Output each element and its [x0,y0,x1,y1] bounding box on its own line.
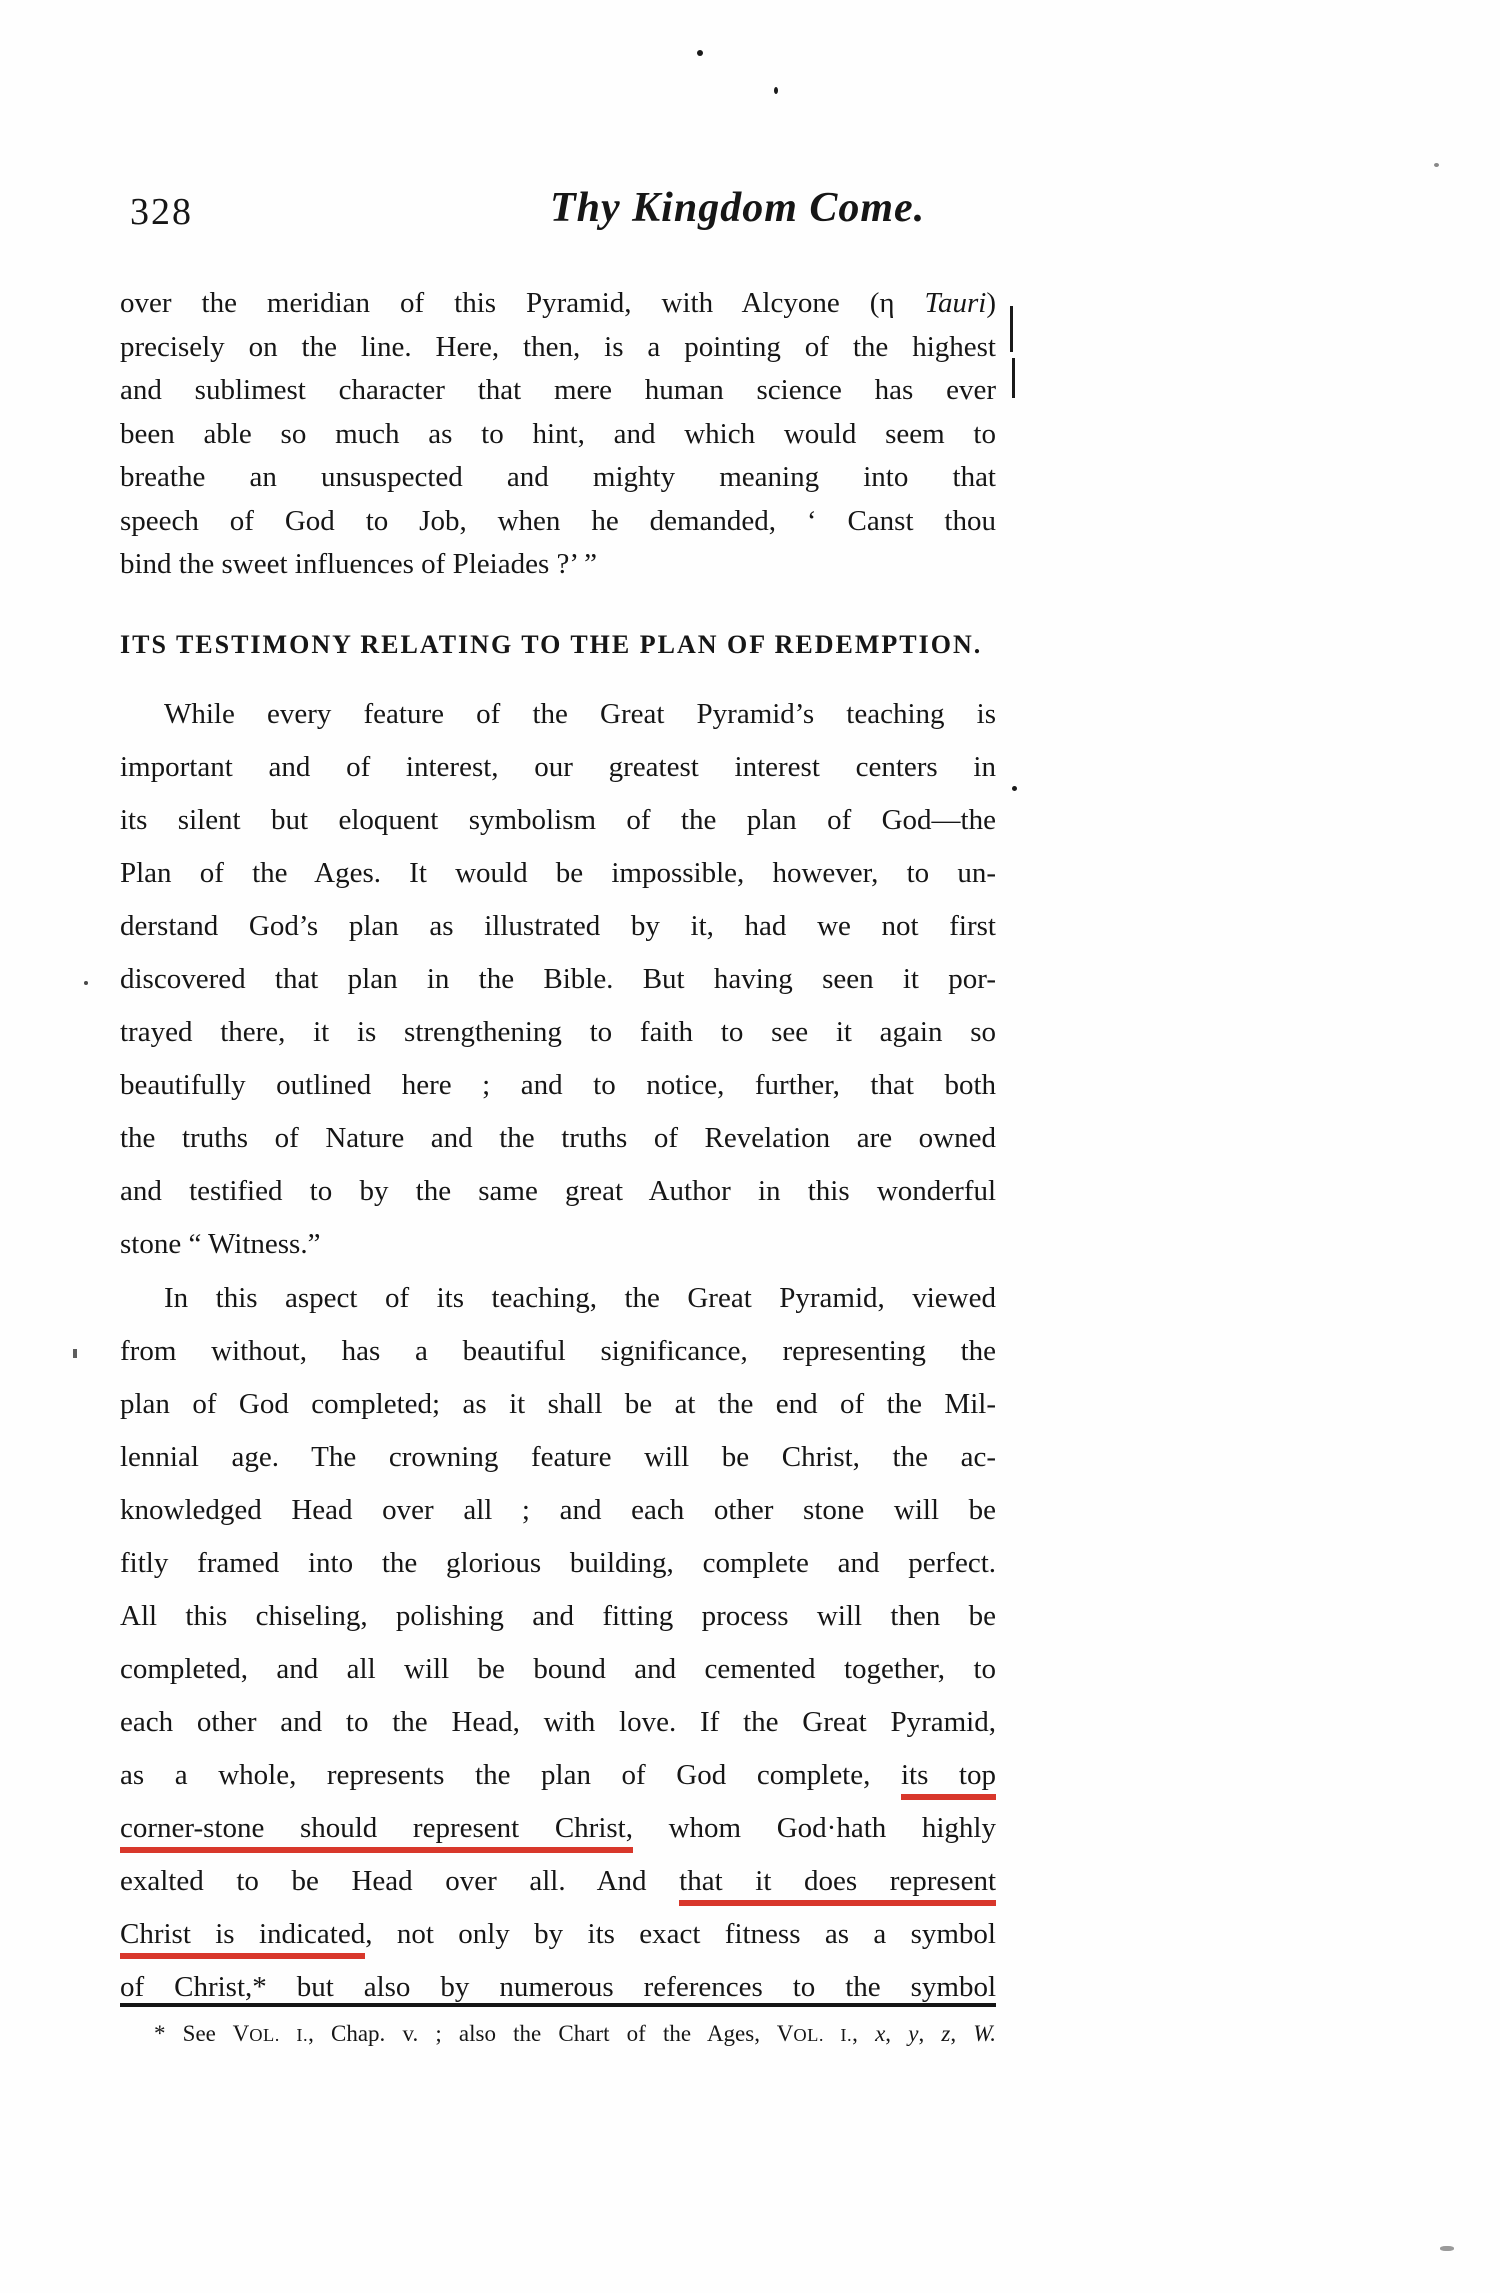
text-line: completed, and all will be bound and cemented together, to [120,1653,996,1685]
text-line: While every feature of the Great Pyramid’s teaching is [164,698,996,730]
text-line: All this chiseling, polishing and fitting process will then be [120,1600,996,1632]
paragraph-continuation [120,282,996,587]
text-line: speech of God to Job, when he demanded, ‘ Canst thou [120,504,996,537]
text-line: derstand God’s plan as illustrated by it, had we not first [120,910,996,942]
text-line: fitly framed into the glorious building, complete and perfect. [120,1547,996,1579]
text-line: Christ is indicated, not only by its exact fitness as a symbol [120,1908,996,1961]
text-line: exalted to be Head over all. And that it does represent [120,1855,996,1908]
scan-artifact [1434,163,1439,167]
paragraph-in-this-aspect [120,1272,996,2014]
text-line: discovered that plan in the Bible. But having seen it por- [120,963,996,995]
scan-artifact [73,1349,77,1358]
text-line: lennial age. The crowning feature will be Christ, the ac- [120,1441,996,1473]
scan-artifact [84,981,88,985]
paragraph-while-every-feature [120,688,996,1271]
scan-artifact [1012,358,1015,398]
text-line: trayed there, it is strengthening to faith to see it again so [120,1016,996,1048]
text-line: stone “ Witness.” [120,1228,321,1260]
scan-artifact [1440,2246,1454,2251]
text-line: plan of God completed; as it shall be at the end of the Mil- [120,1388,996,1420]
running-title: Thy Kingdom Come. [550,185,926,231]
text-line: corner-stone should represent Christ, whom God·hath highly [120,1802,996,1855]
text-line: been able so much as to hint, and which would seem to [120,417,996,450]
text-line: as a whole, represents the plan of God complete, its top [120,1749,996,1802]
text-line: over the meridian of this Pyramid, with Alcyone (η Tauri) [120,287,996,319]
text-line: bind the sweet influences of Pleiades ?’ ” [120,548,597,580]
text-line: from without, has a beautiful significance, representing the [120,1335,996,1367]
text-line: and sublimest character that mere human science has ever [120,374,996,406]
text-line: its silent but eloquent symbolism of the plan of God—the [120,804,996,836]
text-line: breathe an unsuspected and mighty meaning into that [120,461,996,493]
text-line: the truths of Nature and the truths of Revelation are owned [120,1122,996,1154]
scan-artifact [774,87,778,94]
page-number: 328 [130,191,193,233]
footnote: * See VOL. I., Chap. v. ; also the Chart of the Ages, VOL. I., x, y, z, W. [154,2021,997,2046]
text-line: important and of interest, our greatest interest centers in [120,751,996,783]
scan-artifact [1010,306,1013,352]
text-line: of Christ,* but also by numerous references to the symbol [120,1971,996,2003]
text-line: knowledged Head over all ; and each other stone will be [120,1494,996,1526]
scan-artifact [697,50,703,56]
text-line: precisely on the line. Here, then, is a pointing of the highest [120,330,996,363]
text-line: each other and to the Head, with love. If the Great Pyramid, [120,1706,996,1738]
scan-artifact [1012,786,1017,791]
section-heading: ITS TESTIMONY RELATING TO THE PLAN OF REDEMPTION. [120,630,983,659]
text-line: and testified to by the same great Author in this wonderful [120,1175,996,1207]
text-line: Plan of the Ages. It would be impossible, however, to un- [120,857,996,889]
footnote-rule [120,2003,996,2007]
text-line: In this aspect of its teaching, the Great Pyramid, viewed [164,1282,996,1314]
text-line: beautifully outlined here ; and to notice, further, that both [120,1069,996,1101]
